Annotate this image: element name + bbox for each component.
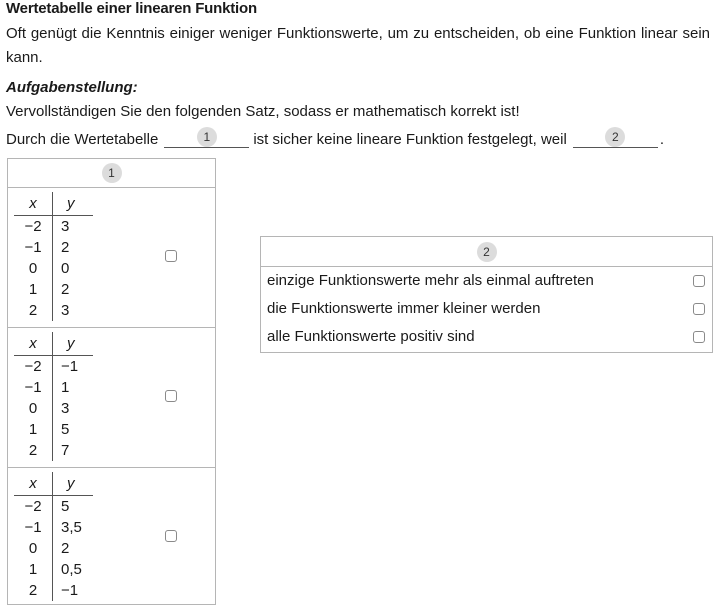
x-value: −2 [14,356,53,377]
x-value: −2 [14,496,53,517]
gap-1-badge: 1 [197,127,217,147]
x-value: 1 [14,279,53,300]
x-value: 0 [14,258,53,279]
y-value: 7 [61,442,70,459]
x-value: 2 [14,440,53,461]
task-label: Aufgabenstellung: [6,79,138,96]
y-value: 3 [61,302,70,319]
value-table-row [14,279,93,300]
y-value: −1 [61,582,79,599]
y-value: 0 [61,260,70,277]
y-value: 5 [61,421,70,438]
col-y-header: y [67,335,75,352]
page-title: Wertetabelle einer linearen Funktion [6,0,257,17]
y-value: 2 [61,540,70,557]
reason-option-label: einzige Funktionswerte mehr als einmal auftreten [267,272,594,289]
y-value: 3 [61,400,70,417]
x-value: 0 [14,538,53,559]
reason-option-label: alle Funktionswerte positiv sind [267,328,475,345]
col-y-header: y [67,475,75,492]
gap-2 [573,127,658,148]
value-table-row [14,496,93,517]
y-value: 2 [61,281,70,298]
x-value: −1 [14,377,53,398]
value-table-row [14,216,93,237]
y-value: −1 [61,358,79,375]
y-value: 2 [61,239,70,256]
x-value: −1 [14,517,53,538]
value-table-row [14,538,93,559]
sentence-part2: ist sicher keine lineare Funktion festgelegt, weil [253,131,567,148]
y-value: 0,5 [61,561,82,578]
value-table [14,192,93,321]
choice-box-2-header [261,237,712,267]
value-table [14,332,93,461]
sentence-end: . [659,131,664,148]
choice-box-1-badge: 1 [102,163,122,183]
choice-box-1 [7,158,216,605]
y-value: 5 [61,498,70,515]
option-checkbox[interactable] [693,275,705,287]
value-table-option [8,188,215,328]
value-table-header [14,192,93,216]
y-value: 3 [61,218,70,235]
gap-1 [164,127,249,148]
value-table-row [14,440,93,461]
value-table-row [14,419,93,440]
col-x-header: x [14,472,53,495]
choice-box-2-badge: 2 [477,242,497,262]
option-checkbox[interactable] [693,303,705,315]
reason-option[interactable] [261,295,712,323]
col-x-header: x [14,332,53,355]
value-table-row [14,300,93,321]
task-sentence [6,127,664,148]
reason-option-label: die Funktionswerte immer kleiner werden [267,300,541,317]
reason-option[interactable] [261,267,712,295]
value-table-option [8,328,215,468]
value-table-row [14,580,93,601]
option-checkbox[interactable] [693,331,705,343]
value-table-row [14,559,93,580]
value-table-header [14,472,93,496]
value-table [14,472,93,601]
option-checkbox[interactable] [165,530,177,542]
intro-text: Oft genügt die Kenntnis einiger weniger Funktionswerte, um zu entscheiden, ob eine Funktion linear sein kann. [6,25,710,66]
y-value: 1 [61,379,70,396]
x-value: 2 [14,580,53,601]
option-checkbox[interactable] [165,390,177,402]
value-table-option [8,468,215,606]
sentence-part1: Durch die Wertetabelle [6,131,159,148]
value-table-row [14,356,93,377]
x-value: 1 [14,419,53,440]
value-table-row [14,258,93,279]
value-table-row [14,377,93,398]
y-value: 3,5 [61,519,82,536]
value-table-row [14,517,93,538]
choice-box-2 [260,236,713,353]
x-value: 2 [14,300,53,321]
choice-box-1-header [8,159,215,188]
col-x-header: x [14,192,53,215]
task-text: Vervollständigen Sie den folgenden Satz, sodass er mathematisch korrekt ist! [6,103,520,120]
x-value: 1 [14,559,53,580]
x-value: −2 [14,216,53,237]
col-y-header: y [67,195,75,212]
option-checkbox[interactable] [165,250,177,262]
reason-option[interactable] [261,323,712,351]
value-table-row [14,237,93,258]
value-table-header [14,332,93,356]
gap-2-badge: 2 [605,127,625,147]
value-table-row [14,398,93,419]
x-value: 0 [14,398,53,419]
x-value: −1 [14,237,53,258]
